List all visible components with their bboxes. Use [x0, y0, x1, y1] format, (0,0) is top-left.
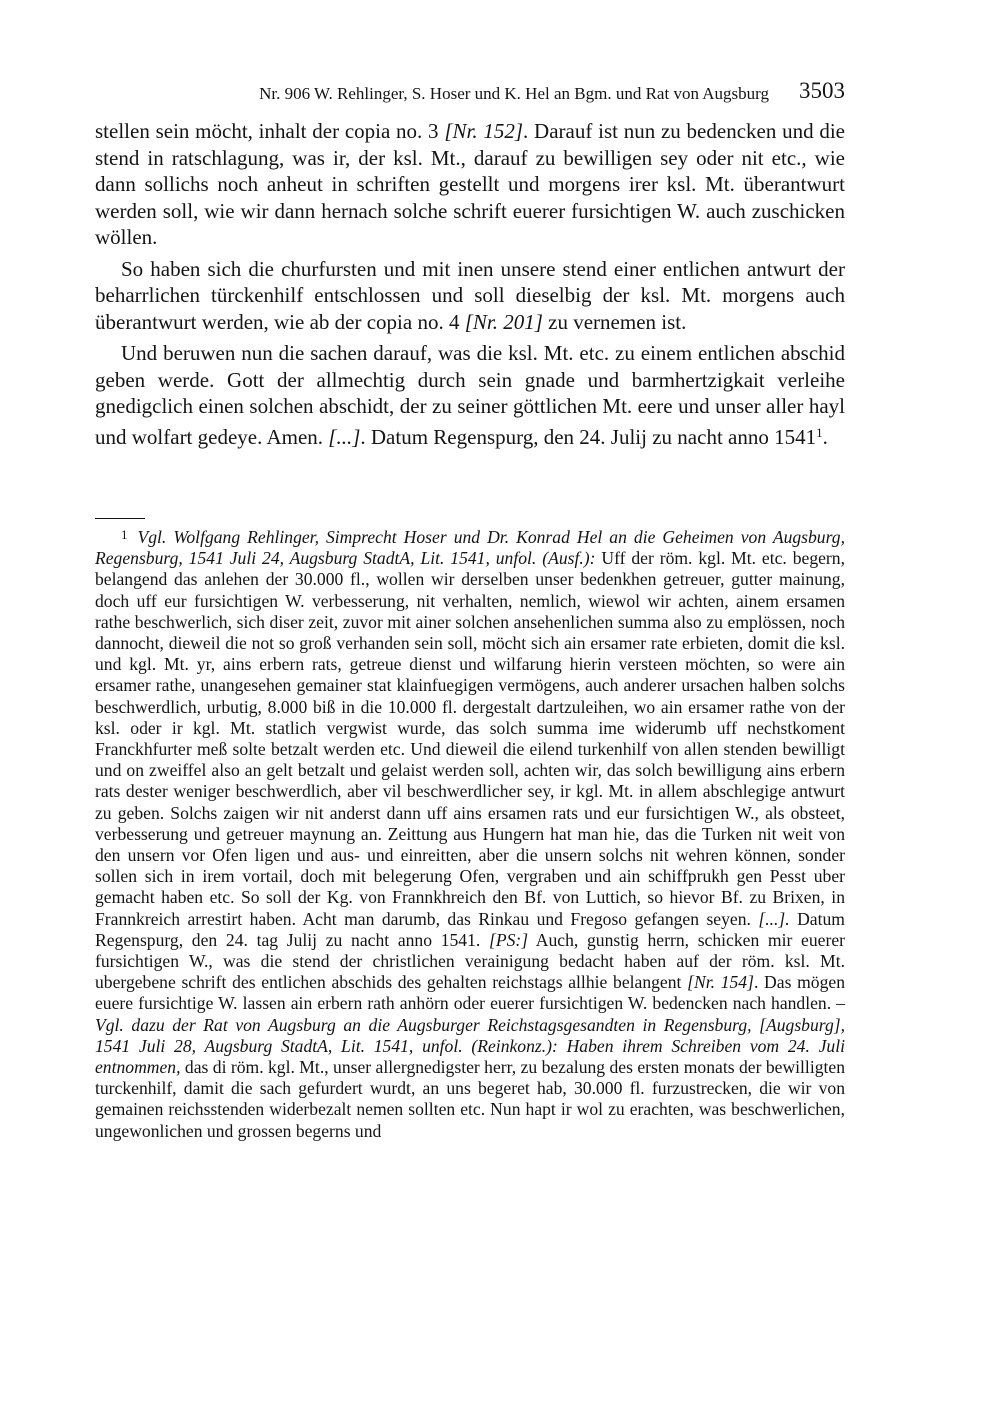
- cross-reference: [Nr. 152]: [444, 119, 524, 143]
- paragraph-3-text-c: .: [822, 424, 828, 449]
- main-text: [95, 118, 845, 455]
- paragraph-1-text-b: . Darauf ist nun zu bedencken und die stend in ratschlagung, was ir, der ksl. Mt., darauf zu bewilligen sey oder nit etc., wie dann sollichs noch anheut in schriften gestellt und morgens irer ksl. Mt. überantwurt werden soll, wie wir dann hernach solche schrift euerer fursichtigen W. auch zuschicken wöllen.: [95, 119, 846, 249]
- paragraph-3-text-b: . Datum Regenspurg, den 24. Julij zu nacht anno 1541: [360, 424, 817, 449]
- paragraph-3: [95, 340, 845, 450]
- paragraph-1-text-a: stellen sein möcht, inhalt der copia no. 3: [95, 119, 445, 143]
- footnote-text: das di röm. kgl. Mt., unser allergnedigster herr, zu bezalung des ersten monats der bewilligten turckenhilf, damit die sach gefurdert wurdt, an uns begeret hab, 30.000 fl. furzustrecken, die wir von gemainen reichsstenden widerbezalt nemen sollten etc. Nun hapt ir wol zu erachten, was beschwerlichen, ungewonlichen und grossen begerns und: [95, 1057, 845, 1141]
- footnote-text: . Das mögen euere fursichtige W. lassen ain erbern rath anhörn oder euerer fursichtigen W. bedencken nach handlen. –: [95, 972, 846, 1014]
- footnote-reference: 1: [816, 424, 823, 440]
- footnote-text-italic: [...].: [758, 908, 790, 929]
- footnote-text: Datum Regenspurg, den 24. tag Julij zu nacht anno 1541.: [95, 908, 845, 950]
- paragraph-2: [95, 256, 845, 336]
- running-title: Nr. 906 W. Rehlinger, S. Hoser und K. Hel an Bgm. und Rat von Augsburg: [259, 84, 769, 103]
- paragraph-3-text-a: Und beruwen nun die sachen darauf, was die ksl. Mt. etc. zu einem entlichen abschid geben werde. Gott der allmechtig durch sein gnade und barmhertzigkait verleihe gnedigclich einen solchen abschidt, der zu seiner göttlichen Mt. eere und unser aller hayl und wolfart gedeye. Amen.: [95, 341, 845, 449]
- footnote-text-italic: [Nr. 154]: [687, 972, 754, 993]
- paragraph-1: [95, 118, 845, 251]
- paragraph-2-text-b: zu vernemen ist.: [542, 309, 687, 334]
- footnote-text: Uff der röm. kgl. Mt. etc. begern, belangend das anlehen der 30.000 fl., wollen wir derselben unser bedenkhen getreuer, gutter mainung, doch uff eur fursichtigen W. verbesserung, nit verhalten, nemlich, wiewol wir achten, ainem ersamen rathe beschwerlich, sich diser zeit, zuvor mit ainer solchen ansehenlichen summa also zu emplössen, noch dannocht, dieweil die not so groß verhanden sein soll, möcht sich ain ersamer rate erbieten, domit die ksl. und kgl. Mt. yr, ains erbern rats, getreue dienst und wilfarung hierin versteen möchten, so were ain ersamer rathe, unangesehen gemainer stat klainfuegigen vermögens, auch anderer ursachen halben solchs beschwerdlich, urbutig, 8.000 biß in die 10.000 fl. dergestalt dartzuleihen, wo ain ersamer rathe von der ksl. oder ir kgl. Mt. statlich vergwist wurde, das solch summa ime widerumb uff nechstkoment Franckhfurter meß solte betzalt werden etc. Und dieweil die eilend turkenhilf von allen stenden bewilligt und on zweiffel also an gelt betzalt und gelaist werden soll, achten wir, das solch bewilligung ains erbern rats dester weniger beschwerdlich, aber vil beschwerdlicher sey, ir kgl. Mt. in allem abschlegige antwurt zu geben. Solchs zaigen wir nit anderst dann uff ains ersamen rats und eur fursichtigen W., als obsteet, verbesserung und getreuer maynung an. Zeittung aus Hungern hat man hie, das die Turken nit weit von den unsern vor Ofen ligen und aus- und einreitten, aber die unsern solchs nit wehren können, sonder sollen sich in irem vortail, doch mit belegerung Ofen, vergraben und ain schiffprukh gen Pesst uber gemacht haben etc. So soll der Kg. von Frannkhreich den Bf. von Luttich, so hievor Bf. zu Brixen, in Frannkreich arrestirt haben. Acht man darumb, das Rinkau und Fregoso gefangen seyen.: [95, 548, 845, 929]
- footnote-text: Auch, gunstig herrn, schicken mir euerer fursichtigen W., was die stend der christlichen verainigung bedacht haben auf der röm. ksl. Mt. ubergebene schrift des entlichen abschids des gehalten reichstags allhie belangent: [95, 929, 845, 993]
- paragraph-2-text-a: So haben sich die churfursten und mit inen unsere stend einer entlichen antwurt der beharrlichen türckenhilf entschlossen und soll dieselbig der ksl. Mt. morgens auch überantwurt werden, wie ab der copia no. 4: [95, 256, 845, 334]
- footnote-number: 1: [121, 527, 128, 542]
- running-header: [95, 76, 845, 108]
- footnote-text-italic: [PS:]: [488, 929, 529, 950]
- footnote-separator: [95, 518, 145, 519]
- footnote-text-italic: Vgl. Wolfgang Rehlinger, Simprecht Hoser und Dr. Konrad Hel an die Geheimen von Augsburg, Regensburg, 1541 Juli 24, Augsburg StadtA, Lit. 1541, unfol. (Ausf.):: [95, 527, 845, 569]
- footnote-text-italic: Vgl. dazu der Rat von Augsburg an die Augsburger Reichstagsgesandten in Regensburg, [Augsburg], 1541 Juli 28, Augsburg StadtA, Lit. 1541, unfol. (Reinkonz.): Haben ihrem Schreiben vom 24. Juli entnommen,: [95, 1014, 845, 1078]
- omission-mark: [...]: [328, 424, 361, 449]
- cross-reference: [Nr. 201]: [464, 309, 543, 334]
- page-number: 3503: [799, 78, 845, 103]
- footnote-1: [95, 524, 845, 1142]
